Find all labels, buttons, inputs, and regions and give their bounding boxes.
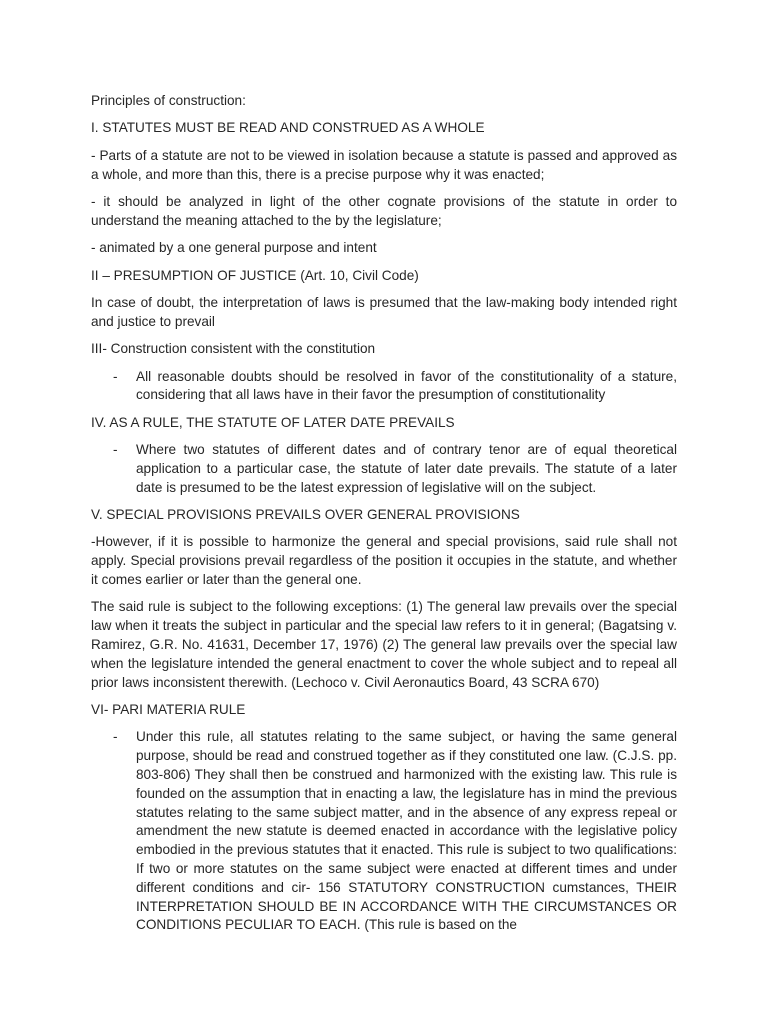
paragraph: - Parts of a statute are not to be viewed in isolation because a statute is passed and approved as a whole, and more than this, there is a precise purpose why it was enacted; <box>91 147 677 182</box>
bullet-item <box>91 368 677 406</box>
section-heading-5: V. SPECIAL PROVISIONS PREVAILS OVER GENERAL PROVISIONS <box>91 507 520 523</box>
paragraph: -However, if it is possible to harmonize the general and special provisions, said rule shall not apply. Special provisions prevail regardless of the position it occupies in the statute, and whether it comes earlier or later than the general one. <box>91 534 677 588</box>
section-heading-1: I. STATUTES MUST BE READ AND CONSTRUED AS A WHOLE <box>91 120 485 136</box>
bullet-item <box>91 441 677 497</box>
section-heading-3: III- Construction consistent with the constitution <box>91 341 376 357</box>
document-page <box>91 92 677 944</box>
paragraph: In case of doubt, the interpretation of laws is presumed that the law-making body intended right and justice to prevail <box>91 294 677 329</box>
bullet-text: Under this rule, all statutes relating to the same subject, or having the same general purpose, should be read and construed together as if they constituted one law. (C.J.S. pp. 803-806) They shall then be construed and harmonized with the existing law. This rule is founded on the assumption that in enacting a law, the legislature has in mind the previous statutes relating to the same subject matter, and in the absence of any express repeal or amendment the new statute is deemed enacted in accordance with the legislative policy embodied in the previous statutes that it enacted. This rule is subject to two qualifications: If two or more statutes on the same subject were enacted at different times and under different conditions and cir- 156 STATUTORY CONSTRUCTION cumstances, THEIR INTERPRETATION SHOULD BE IN ACCORDANCE WITH THE CIRCUMSTANCES OR CONDITIONS PECULIAR TO EACH. (This rule is based on the <box>136 729 677 933</box>
bullet-text: Where two statutes of different dates and of contrary tenor are of equal theoretical application to a particular case, the statute of later date prevails. The statute of a later date is presumed to be the latest expression of legislative will on the subject. <box>136 442 677 495</box>
bullet-marker: - <box>113 368 118 384</box>
document-title: Principles of construction: <box>91 93 246 108</box>
bullet-marker: - <box>113 442 118 458</box>
section-heading-2: II – PRESUMPTION OF JUSTICE (Art. 10, Civil Code) <box>91 267 419 283</box>
paragraph: - animated by a one general purpose and intent <box>91 240 377 256</box>
paragraph: - it should be analyzed in light of the other cognate provisions of the statute in order to understand the meaning attached to the by the legislature; <box>91 193 677 228</box>
paragraph: The said rule is subject to the following exceptions: (1) The general law prevails over the special law when it treats the subject in particular and the special law refers to it in general; (Bagatsing v. Ramirez, G.R. No. 41631, December 17, 1976) (2) The general law prevails over the special law when the legislature intended the general enactment to cover the whole subject and to repeal all prior laws inconsistent therewith. (Lechoco v. Civil Aeronautics Board, 43 SCRA 670) <box>91 599 677 690</box>
bullet-text: All reasonable doubts should be resolved in favor of the constitutionality of a stature, considering that all laws have in their favor the presumption of constitutionality <box>136 368 677 403</box>
bullet-marker: - <box>113 729 118 745</box>
section-heading-6: VI- PARI MATERIA RULE <box>91 702 246 718</box>
bullet-item <box>91 728 677 935</box>
section-heading-4: IV. AS A RULE, THE STATUTE OF LATER DATE PREVAILS <box>91 414 455 430</box>
